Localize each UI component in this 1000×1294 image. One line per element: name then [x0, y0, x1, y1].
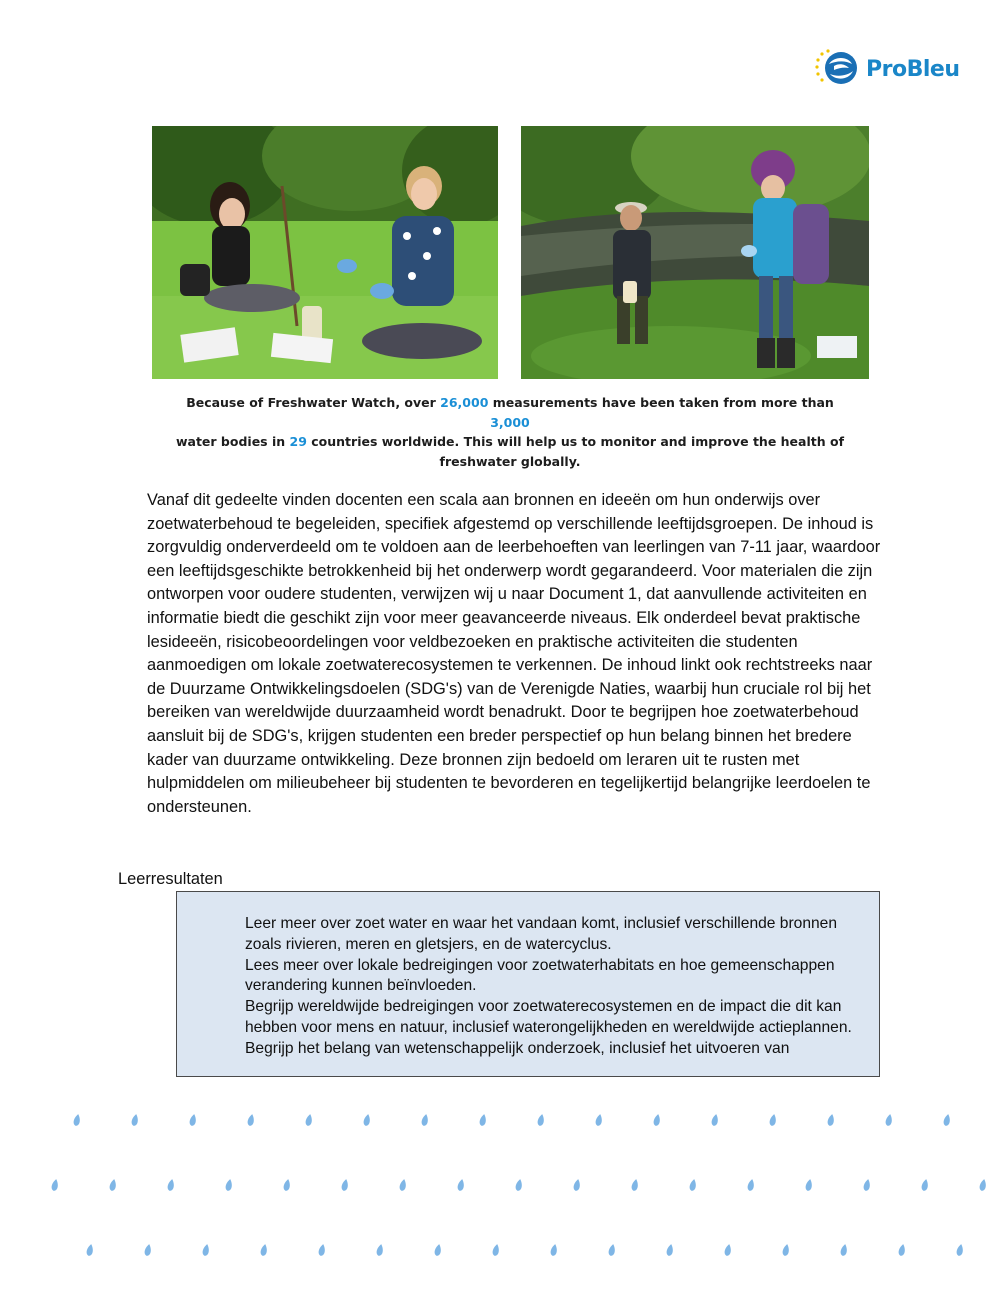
- water-droplet-icon: [956, 1244, 964, 1257]
- water-droplet-icon: [666, 1244, 674, 1257]
- learning-outcome-item: Lees meer over lokale bedreigingen voor zoetwaterhabitats en hoe gemeenschappen verandering kunnen beïnvloeden.: [245, 956, 835, 995]
- water-droplet-icon: [260, 1244, 268, 1257]
- water-droplet-icon: [131, 1114, 139, 1127]
- water-droplet-icon: [747, 1179, 755, 1192]
- water-droplet-icon: [782, 1244, 790, 1257]
- caption-text: countries worldwide. This will help us to monitor and improve the health of freshwater globally.: [306, 434, 845, 469]
- water-droplet-icon: [827, 1114, 835, 1127]
- water-droplet-icon: [247, 1114, 255, 1127]
- water-droplet-icon: [376, 1244, 384, 1257]
- water-droplet-icon: [167, 1179, 175, 1192]
- water-droplet-icon: [189, 1114, 197, 1127]
- water-droplet-icon: [434, 1244, 442, 1257]
- water-droplet-icon: [363, 1114, 371, 1127]
- learning-outcome-item: Begrijp wereldwijde bedreigingen voor zoetwaterecosystemen en de impact die dit kan hebben voor mens en natuur, inclusief waterongelijkheden en wereldwijde actieplannen.: [245, 998, 852, 1036]
- water-droplet-icon: [479, 1114, 487, 1127]
- water-droplet-icon: [608, 1244, 616, 1257]
- learning-outcomes-list: [177, 892, 879, 1060]
- water-droplet-icon: [769, 1114, 777, 1127]
- water-droplet-icon: [86, 1244, 94, 1257]
- caption-highlight-number: 29: [289, 434, 307, 449]
- water-droplet-icon: [840, 1244, 848, 1257]
- water-droplet-icon: [689, 1179, 697, 1192]
- probleu-logo: [812, 46, 972, 92]
- water-droplet-icon: [457, 1179, 465, 1192]
- water-droplet-pattern: [0, 1100, 1000, 1280]
- learning-outcome-item: Leer meer over zoet water en waar het vandaan komt, inclusief verschillende bronnen zoals rivieren, meren en gletsjers, en de watercyclus.: [245, 915, 838, 953]
- water-droplet-icon: [73, 1114, 81, 1127]
- learning-outcome-item: Begrijp het belang van wetenschappelijk onderzoek, inclusief het uitvoeren van: [245, 1039, 790, 1057]
- photo-women-on-grass: [152, 126, 498, 379]
- caption-text: measurements have been taken from more than: [488, 395, 834, 410]
- water-droplet-icon: [109, 1179, 117, 1192]
- water-droplet-icon: [631, 1179, 639, 1192]
- water-droplet-icon: [595, 1114, 603, 1127]
- water-droplet-icon: [653, 1114, 661, 1127]
- water-droplet-icon: [805, 1179, 813, 1192]
- caption-highlight-number: 26,000: [440, 395, 489, 410]
- water-droplet-icon: [921, 1179, 929, 1192]
- water-droplet-icon: [711, 1114, 719, 1127]
- water-droplet-icon: [863, 1179, 871, 1192]
- water-droplet-icon: [421, 1114, 429, 1127]
- water-droplet-icon: [724, 1244, 732, 1257]
- water-droplet-icon: [202, 1244, 210, 1257]
- water-droplet-icon: [144, 1244, 152, 1257]
- logo-text: ProBleu: [866, 56, 960, 82]
- learning-outcomes-heading: Leerresultaten: [118, 870, 223, 888]
- probleu-logo-icon: [812, 46, 862, 92]
- water-droplet-icon: [885, 1114, 893, 1127]
- water-droplet-icon: [898, 1244, 906, 1257]
- water-droplet-icon: [515, 1179, 523, 1192]
- water-droplet-icon: [550, 1244, 558, 1257]
- image-caption: [170, 393, 850, 471]
- water-droplet-icon: [225, 1179, 233, 1192]
- caption-highlight-number: 3,000: [490, 414, 530, 430]
- caption-text: Because of Freshwater Watch, over: [186, 395, 441, 410]
- photo-stream-sampling: [521, 126, 869, 379]
- water-droplet-icon: [492, 1244, 500, 1257]
- water-droplet-icon: [979, 1179, 987, 1192]
- water-droplet-icon: [305, 1114, 313, 1127]
- water-droplet-icon: [51, 1179, 59, 1192]
- water-droplet-icon: [943, 1114, 951, 1127]
- water-droplet-icon: [537, 1114, 545, 1127]
- water-droplet-icon: [341, 1179, 349, 1192]
- learning-outcomes-box: [176, 891, 880, 1077]
- water-droplet-icon: [318, 1244, 326, 1257]
- water-droplet-icon: [573, 1179, 581, 1192]
- water-droplet-icon: [283, 1179, 291, 1192]
- water-droplet-icon: [399, 1179, 407, 1192]
- intro-paragraph: Vanaf dit gedeelte vinden docenten een scala aan bronnen en ideeën om hun onderwijs over zoetwaterbehoud te begeleiden, specifiek afgestemd op verschillende leeftijdsgroepen. De inhoud is zorgvuldig onderverdeeld om te voldoen aan de leerbehoeften van leerlingen van 7-11 jaar, waardoor een leeftijdsgeschikte betrokkenheid bij het onderwerp wordt gegarandeerd. Voor materialen die zijn ontworpen voor oudere studenten, verwijzen wij u naar Document 1, dat aanvullende activiteiten en informatie biedt die geschikt zijn voor meer geavanceerde niveaus. Elk onderdeel bevat praktische lesideeën, risicobeoordelingen voor veldbezoeken en praktische activiteiten die studenten aanmoedigen om lokale zoetwaterecosystemen te verkennen. De inhoud linkt ook rechtstreeks naar de Duurzame Ontwikkelingsdoelen (SDG's) van de Verenigde Naties, waarbij hun cruciale rol bij het bereiken van wereldwijde duurzaamheid wordt benadrukt. Door te begrijpen hoe zoetwaterbehoud aansluit bij de SDG's, krijgen studenten een breder perspectief op hun belang binnen het bredere kader van duurzame ontwikkeling. Deze bronnen zijn bedoeld om leraren uit te rusten met hulpmiddelen om milieubeheer bij studenten te bevorderen en tegelijkertijd belangrijke leerdoelen te ondersteunen.: [147, 491, 881, 816]
- caption-text: water bodies in: [175, 434, 290, 449]
